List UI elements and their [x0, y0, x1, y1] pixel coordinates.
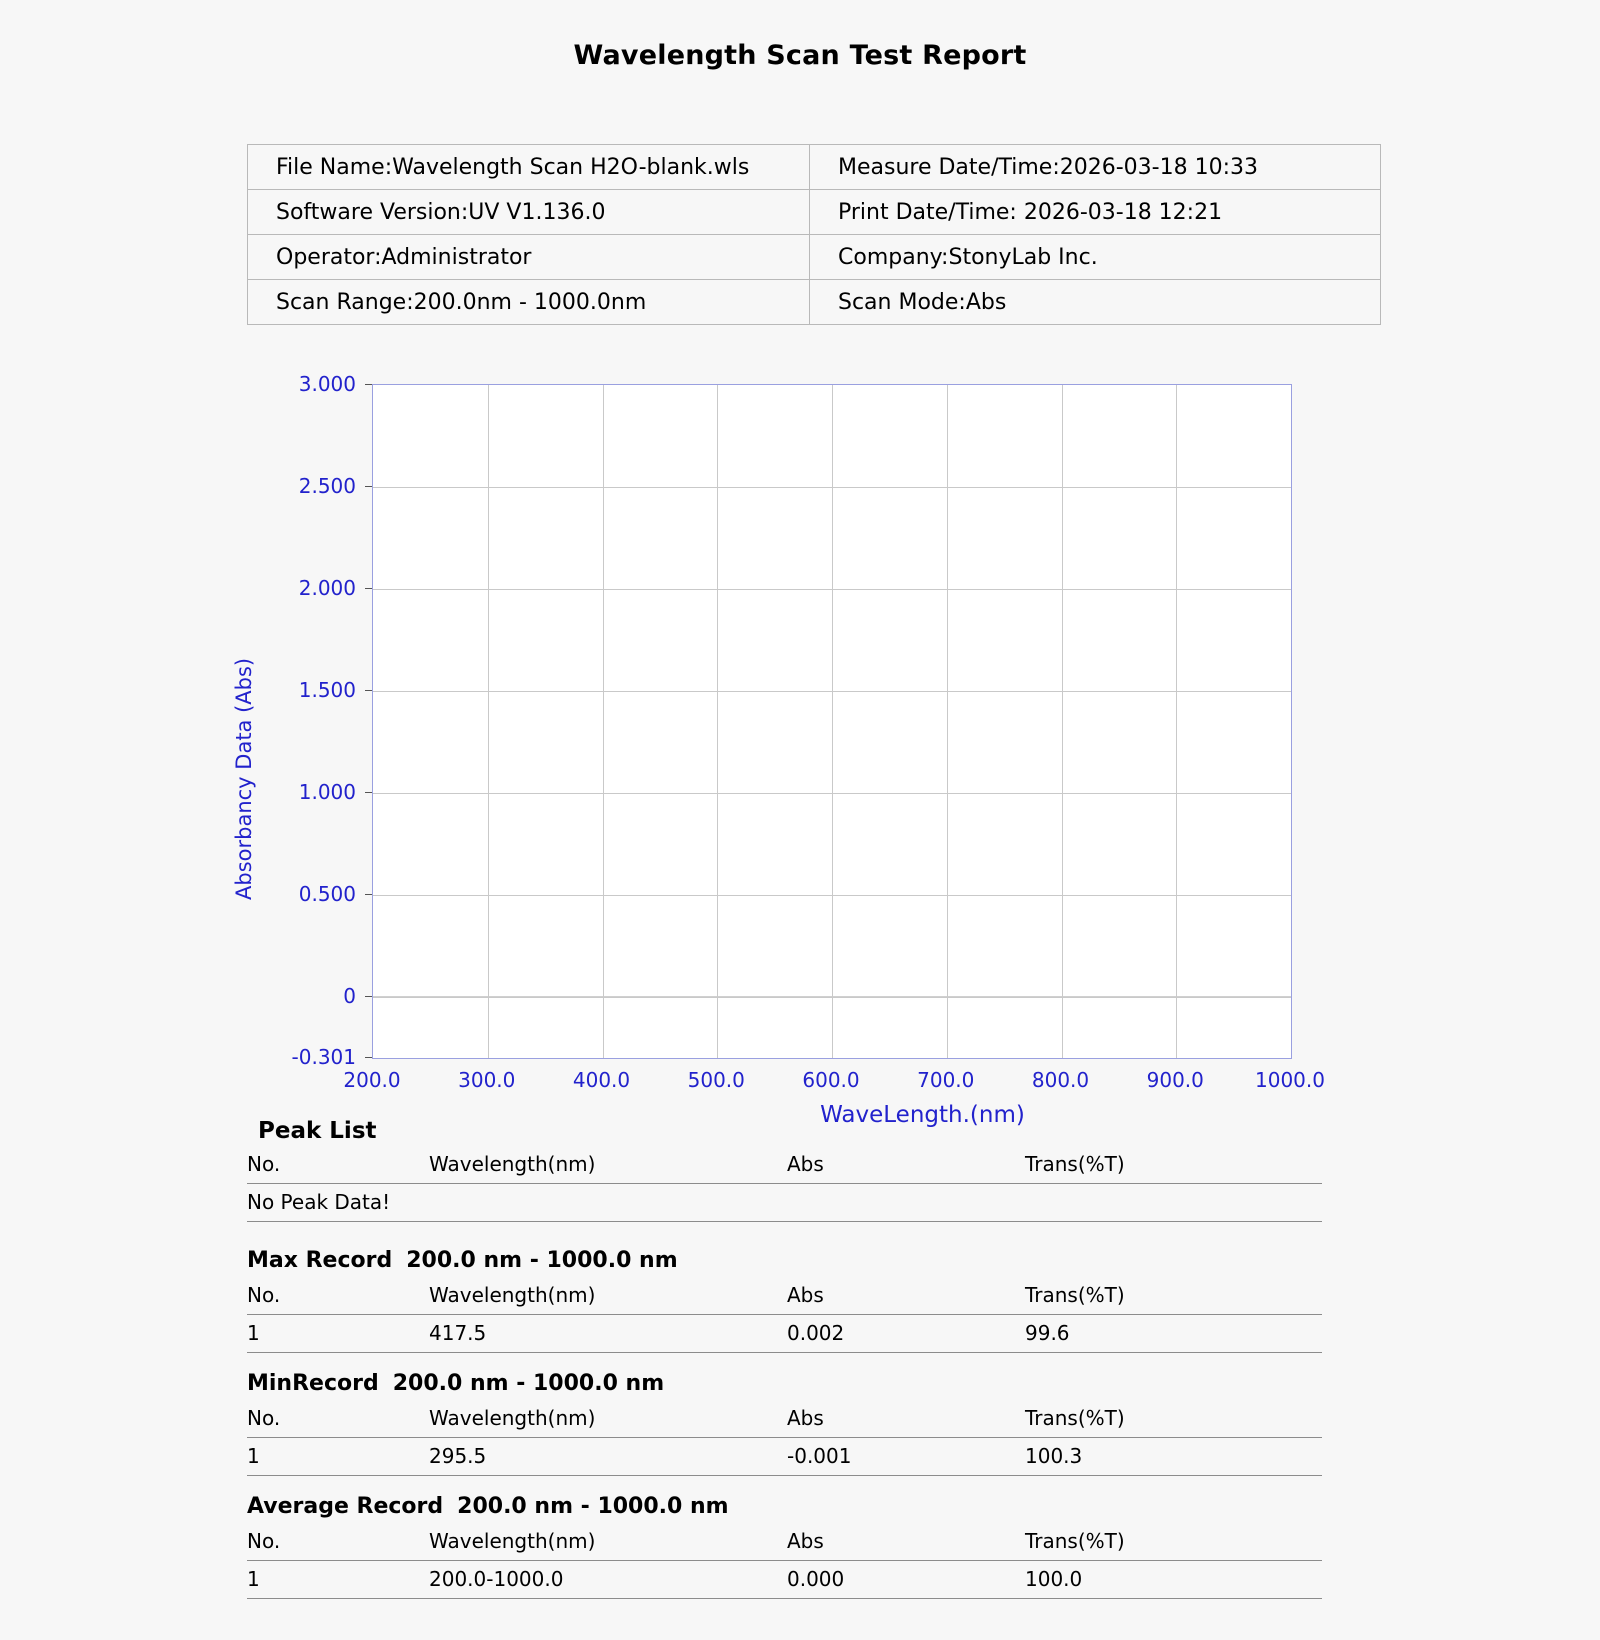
table-row	[247, 1561, 1322, 1599]
cell-wavelength: 295.5	[429, 1438, 787, 1476]
chart-y-tick-label: 2.000	[298, 575, 356, 600]
min-record-label: MinRecord	[247, 1371, 379, 1396]
table-row	[247, 1184, 1322, 1222]
column-header-abs: Abs	[787, 1402, 1025, 1438]
info-print-date: Print Date/Time: 2026-03-18 12:21	[810, 190, 1381, 235]
max-record-table	[247, 1279, 1322, 1353]
column-header-abs: Abs	[787, 1148, 1025, 1184]
spectrum-chart	[0, 360, 1600, 1140]
info-measure-date: Measure Date/Time:2026-03-18 10:33	[810, 145, 1381, 190]
chart-y-tick-label: 2.500	[298, 473, 356, 498]
cell-abs: -0.001	[787, 1438, 1025, 1476]
chart-y-tick-mark	[365, 996, 372, 997]
chart-y-tick-label: -0.301	[291, 1045, 356, 1069]
peak-list-empty-message: No Peak Data!	[247, 1184, 1322, 1222]
chart-y-tick-mark	[365, 792, 372, 793]
report-info-table	[247, 144, 1381, 325]
table-header-row	[247, 1525, 1322, 1561]
cell-no: 1	[247, 1561, 429, 1599]
chart-y-tick-label: 0	[343, 983, 356, 1008]
average-record-label: Average Record	[247, 1494, 444, 1519]
column-header-trans: Trans(%T)	[1025, 1402, 1322, 1438]
chart-x-tick-label: 1000.0	[1255, 1068, 1325, 1092]
table-header-row	[247, 1279, 1322, 1315]
column-header-no: No.	[247, 1279, 429, 1315]
chart-y-tick-label: 0.500	[298, 881, 356, 906]
peak-list-table	[247, 1148, 1322, 1222]
column-header-no: No.	[247, 1525, 429, 1561]
cell-wavelength: 200.0-1000.0	[429, 1561, 787, 1599]
chart-y-tick-mark	[365, 384, 372, 385]
results-section	[0, 1118, 1600, 1599]
chart-y-tick-label: 3.000	[298, 372, 356, 396]
chart-x-axis-title: WaveLength.(nm)	[820, 1102, 1025, 1128]
chart-x-tick-label: 500.0	[687, 1068, 745, 1092]
chart-x-tick-label: 700.0	[917, 1068, 975, 1092]
min-record-table	[247, 1402, 1322, 1476]
chart-x-tick-label: 200.0	[343, 1068, 401, 1092]
column-header-wavelength: Wavelength(nm)	[429, 1402, 787, 1438]
min-record-range: 200.0 nm - 1000.0 nm	[392, 1371, 665, 1396]
info-company: Company:StonyLab Inc.	[810, 235, 1381, 280]
chart-y-tick-mark	[365, 690, 372, 691]
table-row	[248, 145, 1381, 190]
chart-y-axis-title: Absorbancy Data (Abs)	[232, 657, 256, 900]
chart-trace	[373, 385, 1291, 1058]
chart-plot-area	[372, 384, 1292, 1059]
table-header-row	[247, 1402, 1322, 1438]
cell-abs: 0.000	[787, 1561, 1025, 1599]
column-header-trans: Trans(%T)	[1025, 1148, 1322, 1184]
column-header-abs: Abs	[787, 1279, 1025, 1315]
table-row	[248, 190, 1381, 235]
average-record-range: 200.0 nm - 1000.0 nm	[457, 1494, 729, 1519]
page-title: Wavelength Scan Test Report	[573, 40, 1027, 71]
column-header-no: No.	[247, 1402, 429, 1438]
cell-trans: 100.0	[1025, 1561, 1322, 1599]
max-record-range: 200.0 nm - 1000.0 nm	[406, 1248, 678, 1273]
table-header-row	[247, 1148, 1322, 1184]
max-record-label: Max Record	[247, 1248, 393, 1273]
info-software-version: Software Version:UV V1.136.0	[248, 190, 810, 235]
min-record-heading	[0, 1371, 1600, 1396]
info-operator: Operator:Administrator	[248, 235, 810, 280]
chart-y-tick-label: 1.000	[298, 779, 356, 804]
table-row	[248, 235, 1381, 280]
info-scan-mode: Scan Mode:Abs	[810, 280, 1381, 325]
chart-x-tick-label: 800.0	[1031, 1068, 1090, 1092]
column-header-abs: Abs	[787, 1525, 1025, 1561]
chart-y-tick-mark	[365, 1057, 372, 1058]
chart-x-tick-label: 400.0	[572, 1068, 631, 1092]
column-header-wavelength: Wavelength(nm)	[429, 1148, 787, 1184]
report-page	[0, 40, 1600, 1640]
max-record-heading	[0, 1248, 1600, 1273]
info-scan-range: Scan Range:200.0nm - 1000.0nm	[248, 280, 810, 325]
chart-x-tick-label: 300.0	[458, 1068, 516, 1092]
chart-y-tick-label: 1.500	[298, 677, 356, 702]
info-file-name: File Name:Wavelength Scan H2O-blank.wls	[248, 145, 810, 190]
cell-trans: 100.3	[1025, 1438, 1322, 1476]
chart-x-tick-label: 600.0	[802, 1068, 860, 1092]
chart-x-tick-label: 900.0	[1146, 1068, 1204, 1092]
column-header-no: No.	[247, 1148, 429, 1184]
chart-y-tick-mark	[365, 486, 372, 487]
cell-wavelength: 417.5	[429, 1315, 787, 1353]
average-record-table	[247, 1525, 1322, 1599]
column-header-wavelength: Wavelength(nm)	[429, 1279, 787, 1315]
column-header-trans: Trans(%T)	[1025, 1279, 1322, 1315]
chart-y-tick-mark	[365, 894, 372, 895]
column-header-trans: Trans(%T)	[1025, 1525, 1322, 1561]
table-row	[247, 1438, 1322, 1476]
chart-y-tick-mark	[365, 588, 372, 589]
table-row	[248, 280, 1381, 325]
average-record-heading	[0, 1494, 1600, 1519]
column-header-wavelength: Wavelength(nm)	[429, 1525, 787, 1561]
cell-no: 1	[247, 1438, 429, 1476]
cell-abs: 0.002	[787, 1315, 1025, 1353]
cell-no: 1	[247, 1315, 429, 1353]
cell-trans: 99.6	[1025, 1315, 1322, 1353]
peak-list-heading: Peak List	[258, 1118, 377, 1144]
table-row	[247, 1315, 1322, 1353]
